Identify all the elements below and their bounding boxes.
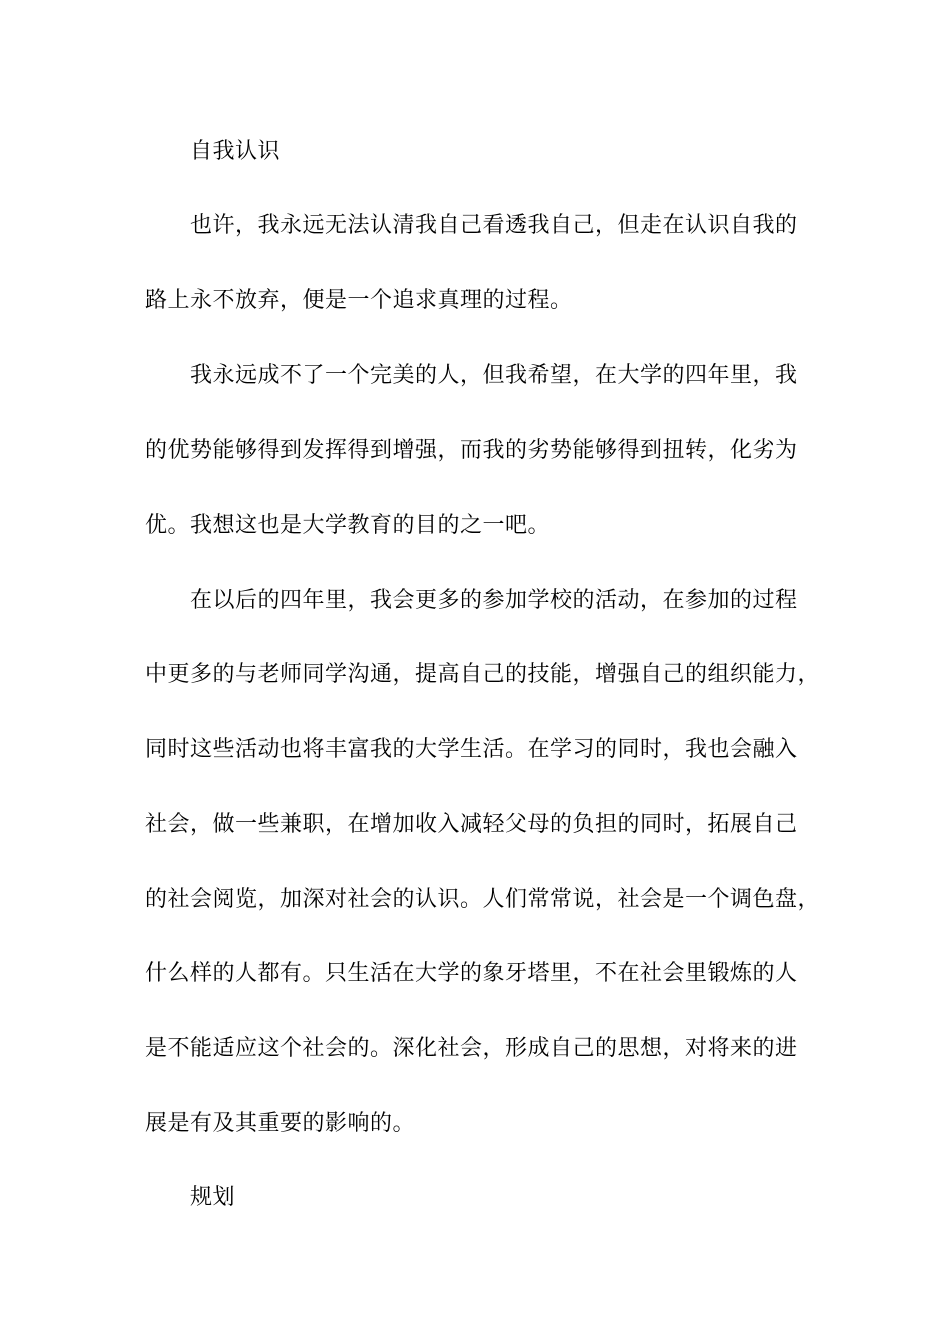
paragraph-line: 是不能适应这个社会的。深化社会，形成自己的思想，对将来的进 [145,1036,798,1061]
paragraph-line: 的社会阅览，加深对社会的认识。人们常常说，社会是一个调色盘， [145,887,821,912]
paragraph-line: 中更多的与老师同学沟通，提高自己的技能，增强自己的组织能力， [145,662,821,687]
section-heading-plan: 规划 [190,1185,236,1210]
paragraph-line: 路上永不放弃，便是一个追求真理的过程。 [145,288,573,313]
section-heading-self-knowledge: 自我认识 [190,139,281,164]
paragraph-line: 什么样的人都有。只生活在大学的象牙塔里，不在社会里锻炼的人 [145,961,798,986]
paragraph-line: 优。我想这也是大学教育的目的之一吧。 [145,513,551,538]
paragraph-line: 展是有及其重要的影响的。 [145,1111,416,1136]
paragraph-line: 同时这些活动也将丰富我的大学生活。在学习的同时，我也会融入 [145,737,798,762]
paragraph-line: 我永远成不了一个完美的人，但我希望，在大学的四年里，我 [190,363,798,388]
paragraph-line: 也许，我永远无法认清我自己看透我自己，但走在认识自我的 [190,213,798,238]
paragraph-line: 社会，做一些兼职，在增加收入减轻父母的负担的同时，拓展自己 [145,812,798,837]
paragraph-line: 在以后的四年里，我会更多的参加学校的活动，在参加的过程 [190,588,798,613]
paragraph-line: 的优势能够得到发挥得到增强，而我的劣势能够得到扭转，化劣为 [145,438,798,463]
